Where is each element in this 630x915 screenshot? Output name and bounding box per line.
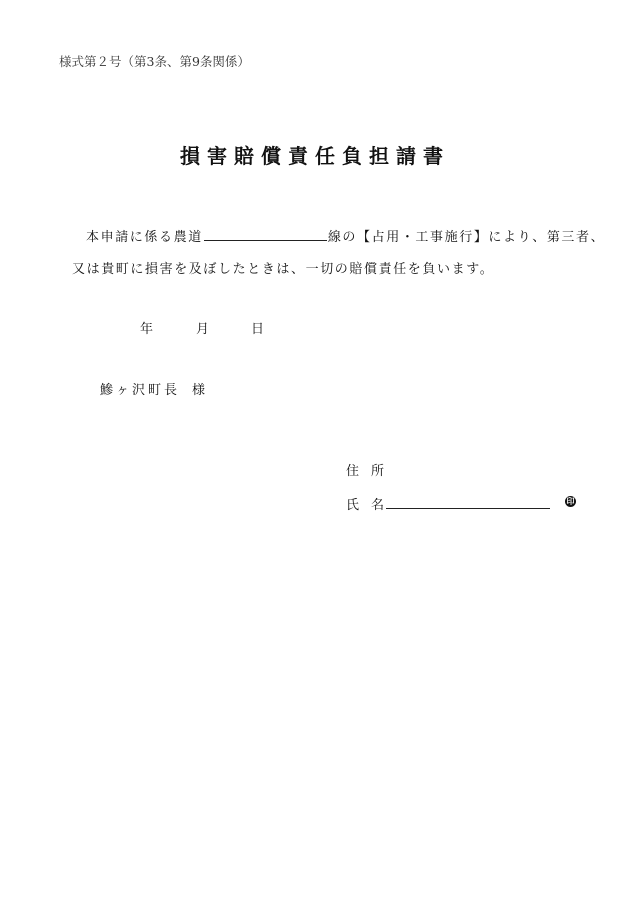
seal-mark: 印: [566, 497, 575, 506]
address-label: 住所: [346, 464, 397, 479]
body-line-1: [86, 226, 605, 245]
date-day-label: 日: [251, 322, 265, 337]
date-year-label: 年: [140, 322, 154, 337]
body-line-1-start: 本申請に係る農道: [86, 230, 203, 245]
date-month-label: 月: [196, 322, 210, 337]
body-line-1-end: 線の【占用・工事施行】により、第三者、: [327, 230, 606, 245]
addressee: [100, 379, 208, 398]
addressee-honorific: 様: [192, 383, 209, 398]
document-title: 損害賠償責任負担請書: [180, 144, 450, 168]
body-line-2: 又は貴町に損害を及ぼしたときは、一切の賠償責任を負います。: [72, 262, 495, 277]
road-name-blank[interactable]: [204, 227, 327, 241]
name-label: 氏名: [346, 498, 397, 513]
addressee-name: 鰺ヶ沢町長: [100, 383, 181, 398]
name-blank[interactable]: [386, 508, 550, 509]
form-number: 様式第２号（第3条、第9条関係）: [59, 54, 250, 69]
